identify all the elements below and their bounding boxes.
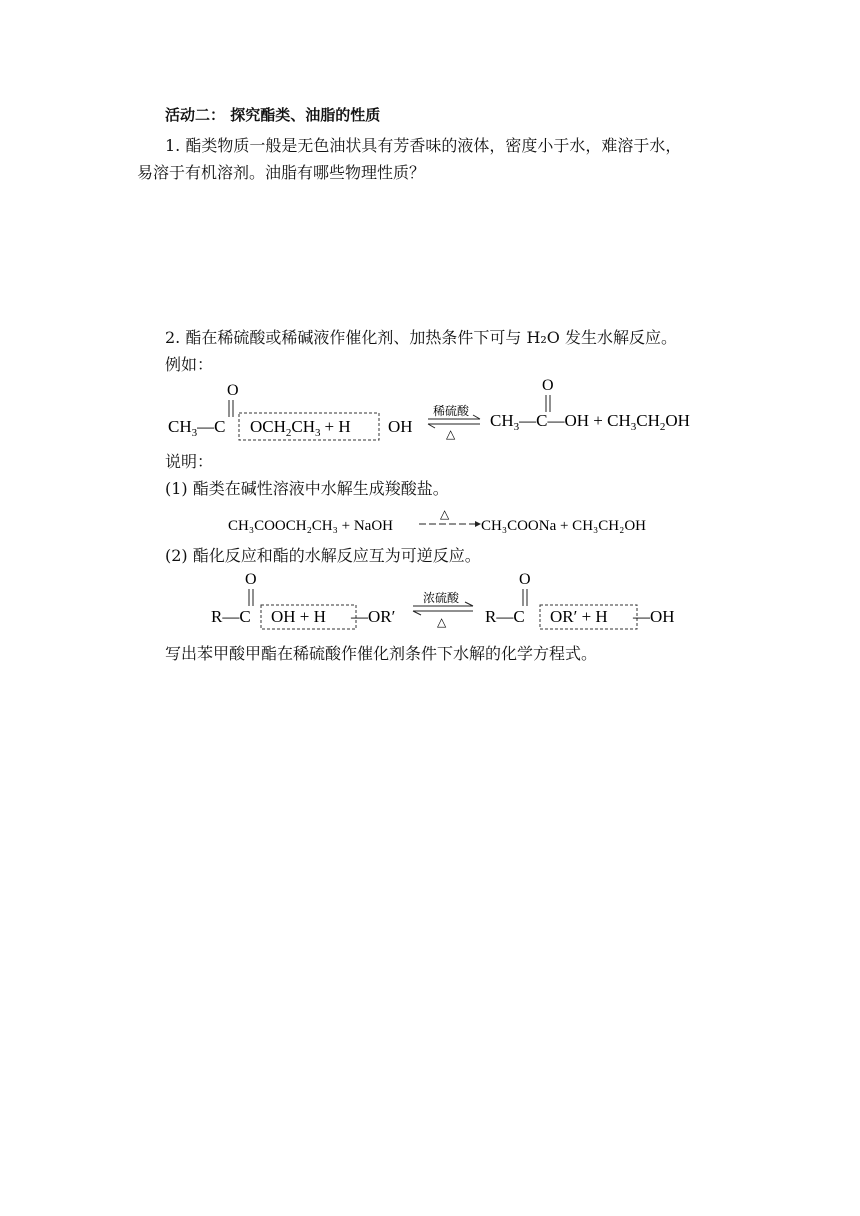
heating-symbol: △	[440, 507, 450, 521]
question-1-line-1: 1. 酯类物质一般是无色油状具有芳香味的液体，密度小于水，难溶于水，	[165, 136, 682, 155]
carbonyl-oxygen-atom: O	[227, 382, 239, 399]
catalyst-label: 浓硫酸	[423, 591, 460, 605]
equation-ester-hydrolysis-base	[225, 502, 685, 538]
svg-text:CH₃COOCH₂CH₃ + NaOH: CH₃COOCH₂CH₃ + NaOH	[228, 518, 393, 534]
svg-text:OH + H: OH + H	[271, 607, 326, 626]
note-2: (2) 酯化反应和酯的水解反应互为可逆反应。	[165, 546, 481, 565]
svg-text:O: O	[542, 377, 554, 394]
heating-symbol: △	[446, 427, 456, 441]
catalyst-label: 稀硫酸	[433, 404, 470, 418]
svg-text:—OH: —OH	[633, 607, 675, 626]
equation-esterification-reversible	[205, 566, 685, 632]
activity-title: 活动二： 探究酯类、油脂的性质	[165, 106, 381, 124]
svg-text:OCH2CH3+ H: $OCH_2CH_3 + H$	[250, 417, 351, 439]
svg-text:OH: OH	[388, 417, 413, 436]
svg-text:R—C: R—C	[211, 607, 251, 626]
svg-text:O: O	[245, 571, 257, 588]
svg-text:O: O	[519, 571, 531, 588]
eq1-right-formula: $CH_3—C—OH + CH_3CH_2OH$	[490, 411, 690, 433]
svg-text:—OR′: —OR′	[351, 607, 396, 626]
note-1: (1) 酯类在碱性溶液中水解生成羧酸盐。	[165, 479, 449, 498]
svg-text:R—C: R—C	[485, 607, 525, 626]
eq1-left-formula: $CH_3—C$	[168, 417, 226, 439]
svg-text:△: △	[437, 615, 447, 629]
note-label: 说明：	[165, 452, 214, 471]
task-instruction: 写出苯甲酸甲酯在稀硫酸作催化剂条件下水解的化学方程式。	[165, 644, 598, 663]
svg-text:CH₃COONa + CH₃CH₂OH: CH₃COONa + CH₃CH₂OH	[481, 518, 646, 534]
svg-text:OR′ + H: OR′ + H	[550, 607, 608, 626]
question-1-line-2: 易溶于有机溶剂。油脂有哪些物理性质？	[137, 163, 426, 182]
equation-ester-hydrolysis-acid	[160, 372, 740, 442]
question-2-line-2: 例如：	[165, 355, 214, 374]
question-2-line-1: 2. 酯在稀硫酸或稀碱液作催化剂、加热条件下可与 H₂O 发生水解反应。	[165, 328, 678, 347]
